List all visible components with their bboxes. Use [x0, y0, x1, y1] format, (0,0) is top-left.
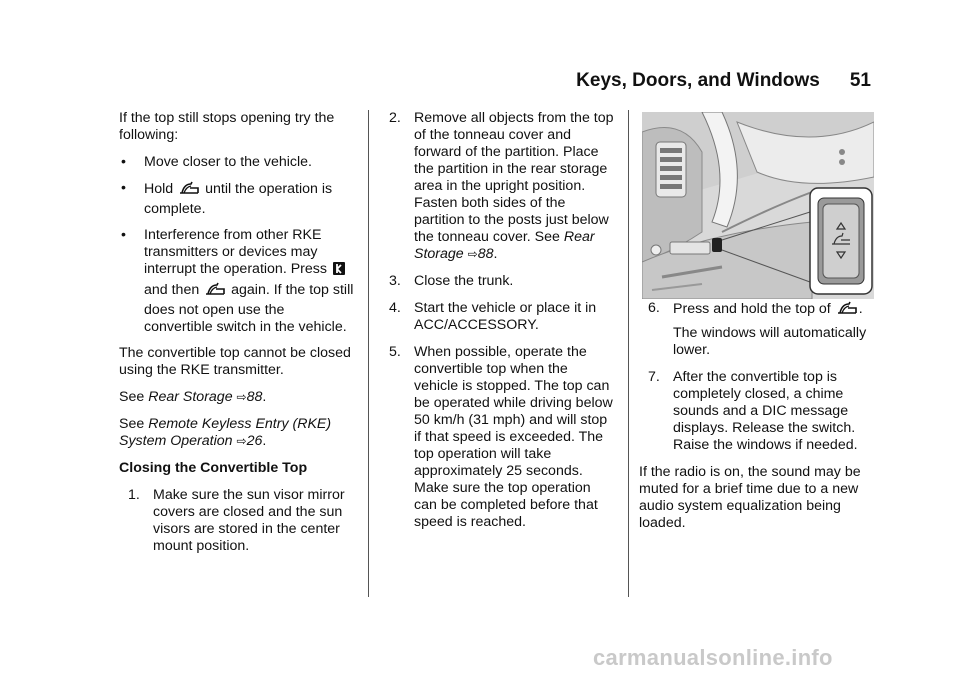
convertible-top-icon [204, 281, 226, 302]
list-item: 3. Close the trunk. [389, 273, 514, 289]
page-arrow-icon: ⇨ [467, 247, 478, 261]
cross-reference-link[interactable]: Rear Storage [148, 389, 233, 405]
watermark: carmanualsonline.info [593, 645, 833, 670]
convertible-top-icon [178, 180, 200, 201]
section-title: Keys, Doors, and Windows [576, 70, 820, 91]
list-item: 6. Press and hold the top of . The windows will automatically lower. [648, 300, 867, 358]
radio-note: If the radio is on, the sound may be muted for a brief time due to a new audio system equalization being loaded. [639, 464, 861, 531]
list-item: 5. When possible, operate the convertible top when the vehicle is stopped. The top can be operated while driving below 50 km/h (31 mph) and will stop if that speed is exceeded. The top operation will take approximately 25 seconds. Make sure the top operation can be completed before that speed is reached. [389, 344, 613, 530]
list-item: 4. Start the vehicle or place it in ACC/ACCESSORY. [389, 300, 597, 333]
list-item: • Interference from other RKE transmitters or devices may interrupt the operation. Press and then again. If the top still does not open use the convertible switch in the vehicle. [121, 227, 354, 335]
list-item: 2. Remove all objects from the top of the tonneau cover and forward of the partition. Place the partition in the rear storage area in the upright position. Fasten both sides of the partition to the posts just below the tonneau cover. See Rear Storage ⇨88. [389, 110, 614, 262]
column-1 [119, 110, 355, 565]
page-arrow-icon: ⇨ [236, 434, 247, 448]
page-header [576, 70, 871, 92]
cross-reference-link[interactable]: Remote Keyless Entry (RKE) System Operation [119, 416, 332, 449]
page-arrow-icon: ⇨ [236, 390, 247, 404]
cross-reference-link[interactable]: Rear Storage [414, 229, 595, 262]
column-3 [639, 300, 875, 542]
list-item: • Move closer to the vehicle. [121, 154, 312, 170]
note-text: The convertible top cannot be closed using the RKE transmitter. [119, 345, 351, 378]
list-item: • Hold until the operation is complete. [121, 180, 333, 217]
column-2 [389, 110, 615, 541]
convertible-top-icon [836, 300, 858, 321]
key-fob-unlock-icon [332, 261, 346, 281]
list-item: 7. After the convertible top is completely closed, a chime sounds and a DIC message displays. Release the switch. Raise the windows if needed. [648, 369, 858, 453]
see-reference: See Rear Storage ⇨88. [119, 389, 267, 405]
column-divider [368, 110, 369, 597]
page-number: 51 [849, 70, 871, 91]
intro-text: If the top still stops opening try the following: [119, 110, 335, 143]
column-divider [628, 110, 629, 597]
list-item: 1. Make sure the sun visor mirror covers are closed and the sun visors are stored in the center mount position. [128, 487, 345, 554]
see-reference: See Remote Keyless Entry (RKE) System Operation ⇨26. [119, 416, 332, 449]
section-heading: Closing the Convertible Top [119, 460, 308, 476]
convertible-switch-illustration [642, 112, 874, 299]
